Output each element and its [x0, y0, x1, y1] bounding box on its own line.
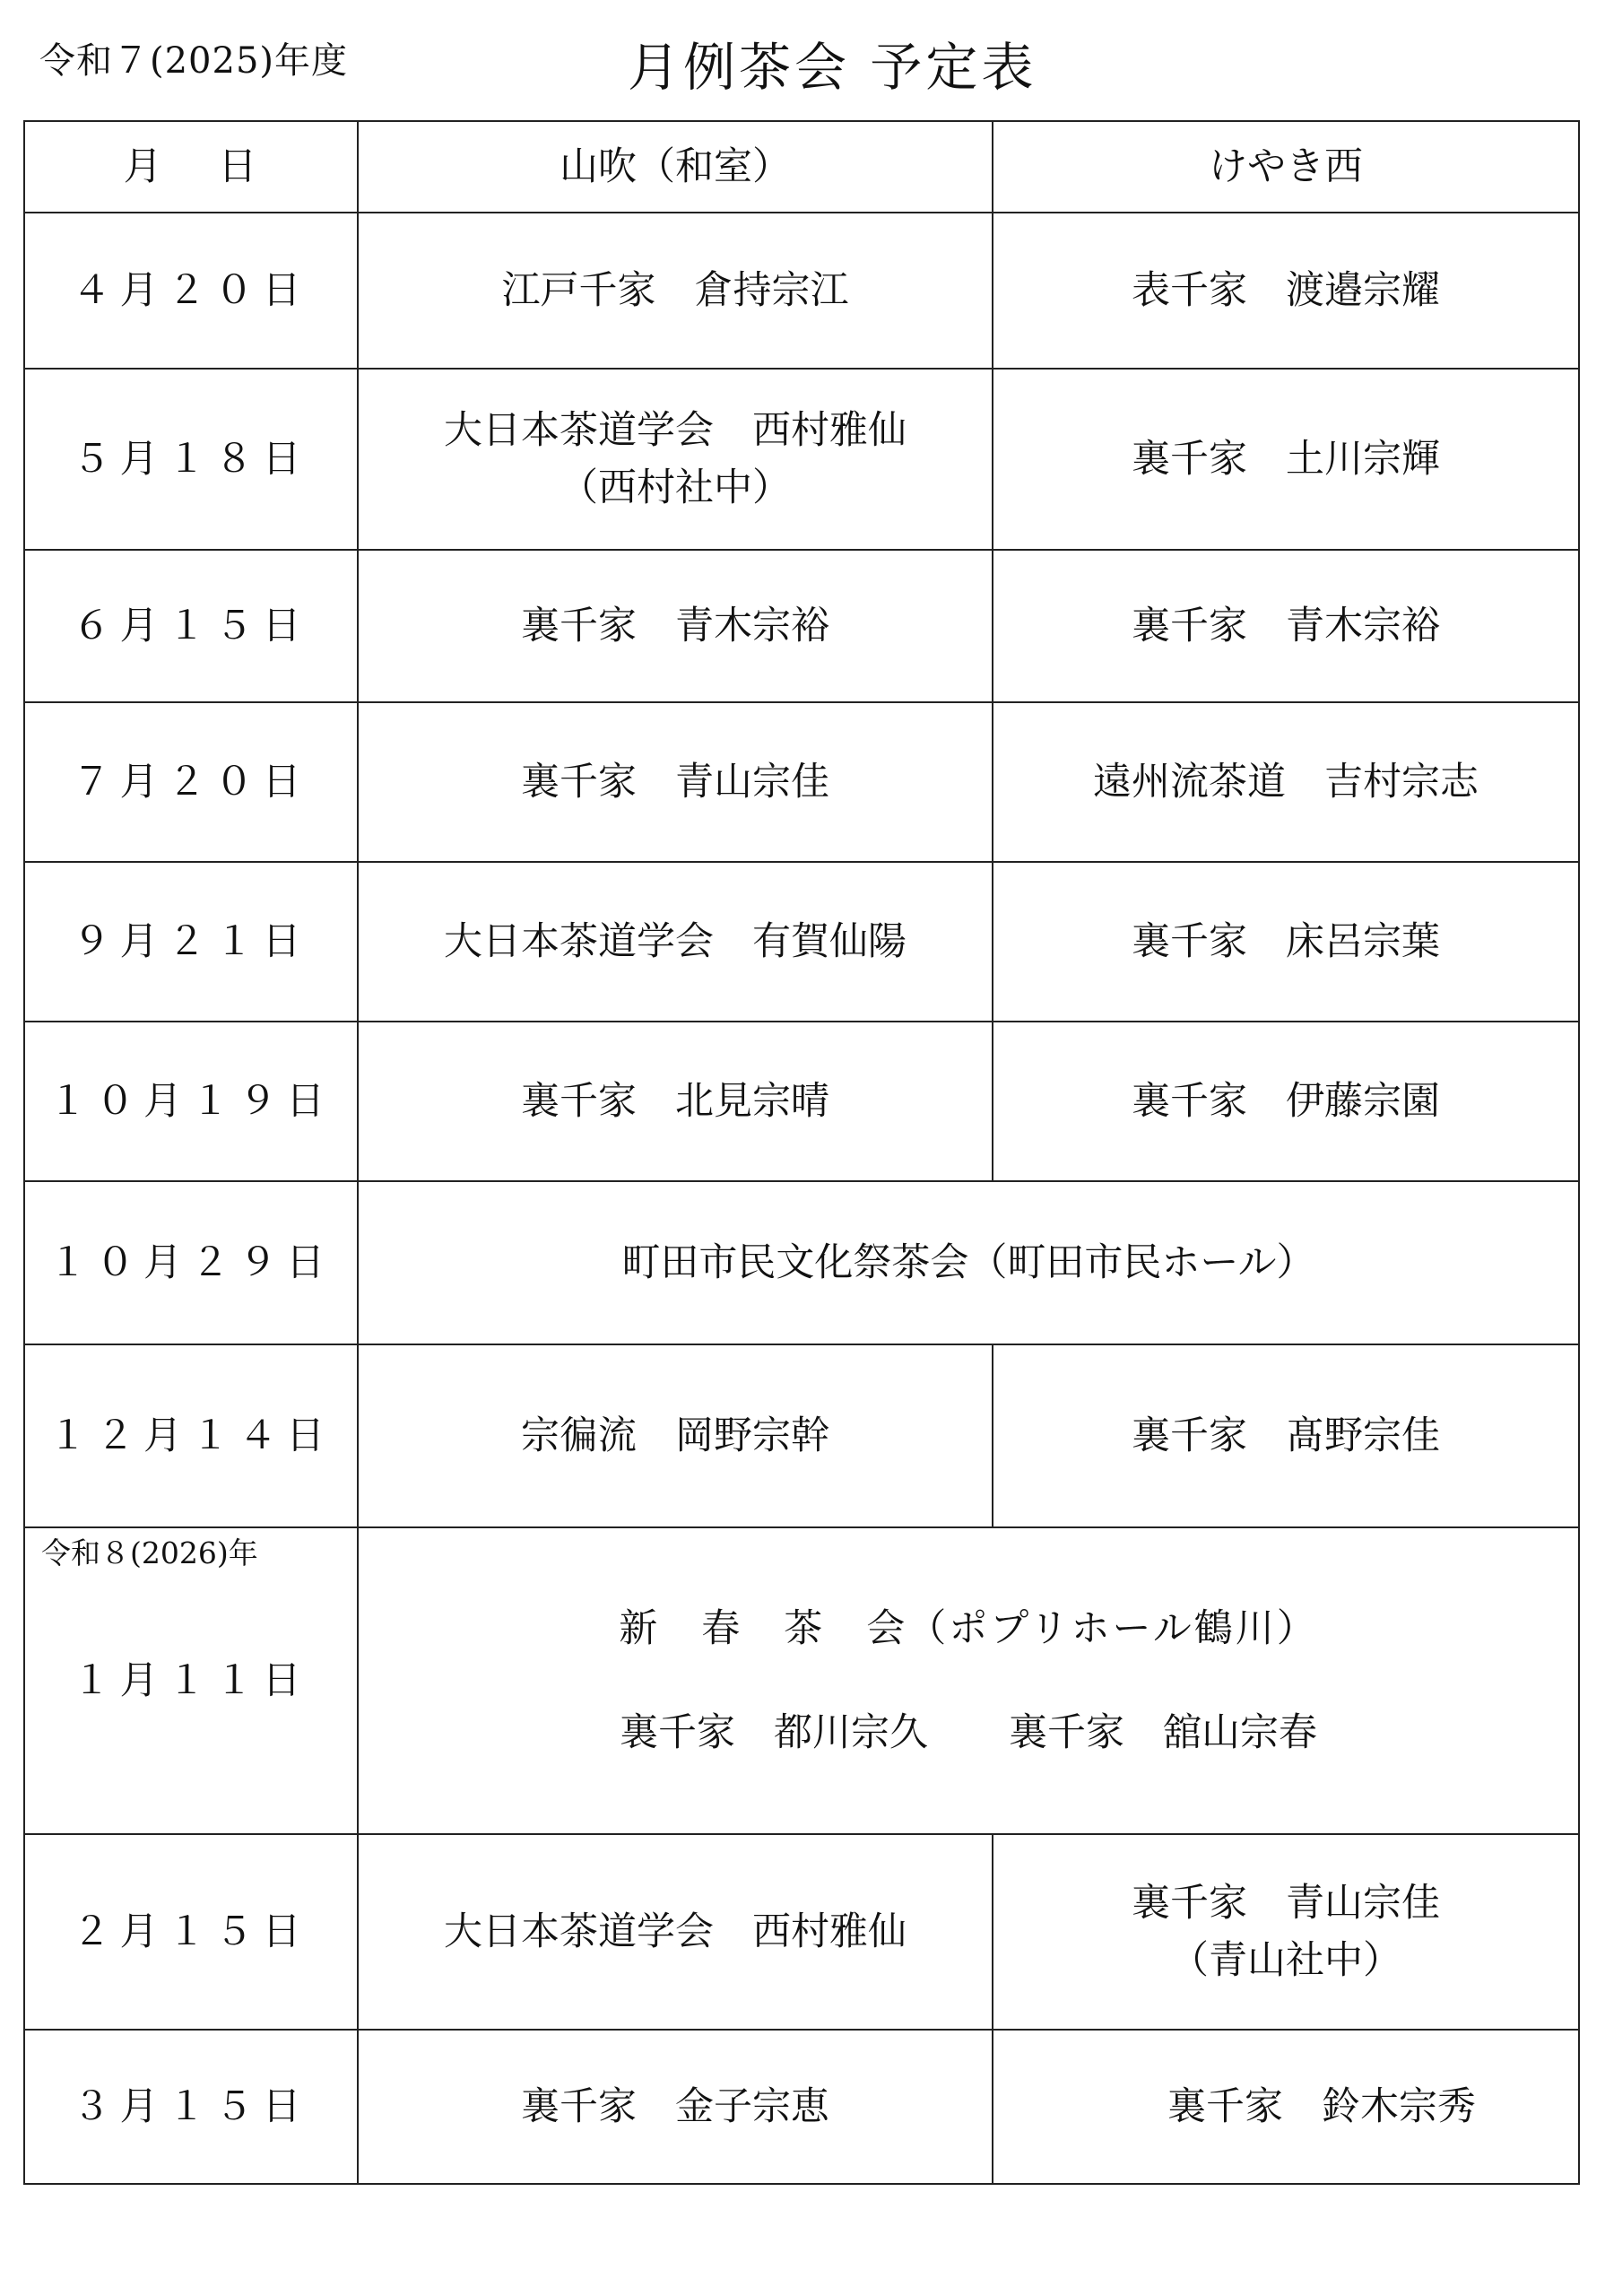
- keyaki-cell: [993, 1022, 1579, 1181]
- table-row: [24, 862, 1579, 1022]
- host-name: 裏千家 青山宗佳: [521, 759, 829, 804]
- keyaki-cell: [993, 1344, 1579, 1527]
- yamabuki-cell: [358, 1834, 993, 2030]
- host-name: 裏千家 北見宗晴: [521, 1078, 829, 1124]
- date-cell: １２月１４日: [24, 1344, 358, 1527]
- table-row: [24, 1344, 1579, 1527]
- table-row: [24, 1834, 1579, 2030]
- table-row: [24, 1527, 1579, 1834]
- yamabuki-cell: [358, 369, 993, 550]
- host-name: 裏千家 青木宗裕: [521, 603, 829, 648]
- header-yamabuki: 山吹（和室）: [358, 121, 993, 213]
- yamabuki-cell: [358, 1022, 993, 1181]
- date-cell: [24, 1527, 358, 1834]
- date-cell: ５月１８日: [24, 369, 358, 550]
- host-name: 裏千家 舘山宗春: [1009, 1710, 1317, 1755]
- year-label: 令和７(2025)年度: [39, 40, 349, 82]
- date-cell: ３月１５日: [24, 2030, 358, 2184]
- host-name: 大日本茶道学会 西村雅仙: [444, 407, 907, 453]
- yamabuki-cell: [358, 213, 993, 369]
- date-cell: ６月１５日: [24, 550, 358, 702]
- host-group: （青山社中）: [1170, 1938, 1401, 1983]
- host-name: 裏千家 床呂宗葉: [1132, 918, 1440, 964]
- yamabuki-cell: [358, 550, 993, 702]
- schedule-table: [23, 120, 1580, 2185]
- host-name: 裏千家 青山宗佳: [1132, 1880, 1440, 1926]
- table-row: [24, 369, 1579, 550]
- host-name: 江戸千家 倉持宗江: [501, 267, 849, 313]
- event-name: 町田市民文化祭茶会（町田市民ホール）: [621, 1239, 1315, 1285]
- host-name: 宗徧流 岡野宗幹: [521, 1413, 829, 1458]
- yamabuki-cell: [358, 2030, 993, 2184]
- host-name: 裏千家 青木宗裕: [1132, 603, 1440, 648]
- table-row: [24, 1181, 1579, 1344]
- date-cell: ７月２０日: [24, 702, 358, 862]
- keyaki-cell: [993, 1834, 1579, 2030]
- table-header-row: [24, 121, 1579, 213]
- host-name: 大日本茶道学会 有賀仙陽: [444, 918, 907, 964]
- keyaki-cell: [993, 702, 1579, 862]
- keyaki-cell: [993, 862, 1579, 1022]
- event-name: 新 春 茶 会（ポプリホール鶴川）: [619, 1605, 1318, 1651]
- event-hosts: [359, 1704, 1578, 1762]
- host-name: 裏千家 都川宗久: [620, 1710, 928, 1755]
- keyaki-cell: [993, 213, 1579, 369]
- host-name: 裏千家 伊藤宗園: [1132, 1078, 1440, 1124]
- date-text: １月１１日: [72, 1657, 310, 1703]
- host-name: 大日本茶道学会 西村雅仙: [444, 1909, 907, 1954]
- date-cell: １０月２９日: [24, 1181, 358, 1344]
- table-row: [24, 213, 1579, 369]
- host-name: 裏千家 髙野宗佳: [1132, 1413, 1440, 1458]
- host-group: （西村社中）: [560, 465, 791, 510]
- date-cell: ４月２０日: [24, 213, 358, 369]
- year-note: 令和８(2026)年: [41, 1535, 258, 1570]
- header-keyaki: けやき西: [993, 121, 1579, 213]
- keyaki-cell: [993, 369, 1579, 550]
- table-row: [24, 702, 1579, 862]
- date-cell: ９月２１日: [24, 862, 358, 1022]
- keyaki-cell: [993, 550, 1579, 702]
- host-name: 遠州流茶道 吉村宗志: [1093, 759, 1479, 804]
- host-name: 裏千家 鈴木宗秀: [1167, 2083, 1476, 2129]
- header-date: 月 日: [24, 121, 358, 213]
- host-name: 裏千家 金子宗恵: [521, 2083, 829, 2129]
- merged-event-cell: [358, 1181, 1579, 1344]
- yamabuki-cell: [358, 862, 993, 1022]
- table-row: [24, 1022, 1579, 1181]
- host-name: 裏千家 土川宗輝: [1132, 436, 1440, 482]
- keyaki-cell: [993, 2030, 1579, 2184]
- date-cell: １０月１９日: [24, 1022, 358, 1181]
- merged-event-cell: [358, 1527, 1579, 1834]
- yamabuki-cell: [358, 702, 993, 862]
- table-row: [24, 550, 1579, 702]
- table-row: [24, 2030, 1579, 2184]
- host-name: 表千家 渡邉宗耀: [1132, 267, 1440, 313]
- yamabuki-cell: [358, 1344, 993, 1527]
- document-title: 月例茶会 予定表: [628, 37, 1037, 98]
- date-cell: ２月１５日: [24, 1834, 358, 2030]
